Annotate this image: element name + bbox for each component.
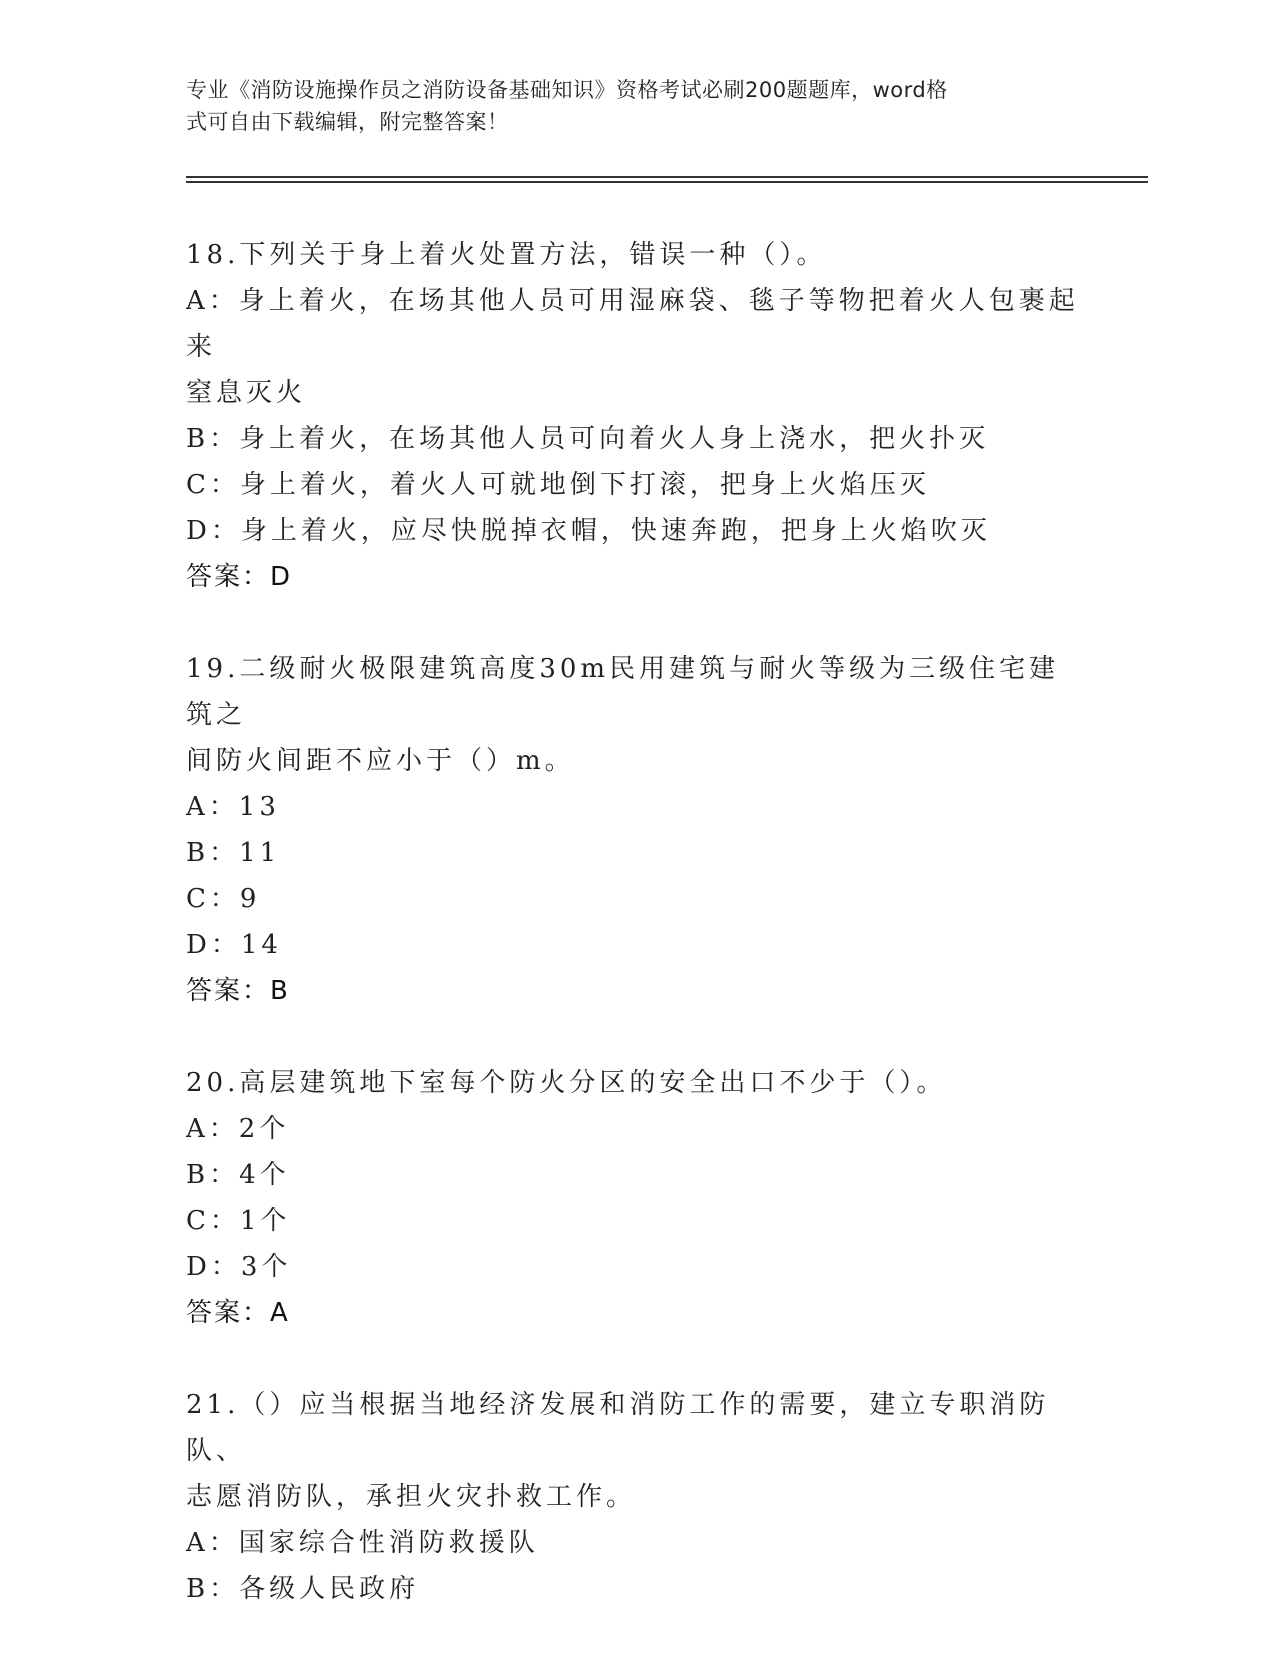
option-b: B：4个	[186, 1160, 290, 1190]
header-divider-top	[186, 176, 1148, 178]
option-d: D：身上着火，应尽快脱掉衣帽，快速奔跑，把身上火焰吹灭	[186, 516, 991, 546]
header-line-2: 式可自由下载编辑，附完整答案！	[186, 110, 509, 134]
question-block	[186, 232, 1086, 600]
option-b: B：11	[186, 838, 281, 868]
option-a: A：2个	[186, 1114, 290, 1144]
question-text: 21.（）应当根据当地经济发展和消防工作的需要，建立专职消防队、	[186, 1390, 1050, 1466]
question-text: 间防火间距不应小于（）m。	[186, 746, 575, 776]
option-c: C：身上着火，着火人可就地倒下打滚，把身上火焰压灭	[186, 470, 930, 500]
question-block	[186, 1060, 1086, 1336]
option-a: A：13	[186, 792, 280, 822]
option-a: 窒息灭火	[186, 378, 307, 408]
option-c: C：9	[186, 884, 261, 914]
header-divider-bottom	[186, 181, 1148, 183]
option-d: D：3个	[186, 1252, 292, 1282]
option-b: B：各级人民政府	[186, 1574, 420, 1604]
answer-text: 答案：B	[186, 976, 290, 1006]
option-a: A：身上着火，在场其他人员可用湿麻袋、毯子等物把着火人包裹起来	[186, 286, 1079, 362]
answer-text: 答案：A	[186, 1298, 290, 1328]
question-text: 志愿消防队，承担火灾扑救工作。	[186, 1482, 637, 1512]
question-text: 20.高层建筑地下室每个防火分区的安全出口不少于（）。	[186, 1068, 947, 1098]
option-b: B：身上着火，在场其他人员可向着火人身上浇水，把火扑灭	[186, 424, 990, 454]
option-d: D：14	[186, 930, 282, 960]
question-block	[186, 1382, 1086, 1612]
answer-text: 答案：D	[186, 562, 293, 592]
document-header	[186, 74, 1066, 138]
question-text: 18.下列关于身上着火处置方法，错误一种（）。	[186, 240, 827, 270]
option-a: A：国家综合性消防救援队	[186, 1528, 539, 1558]
header-line-1: 专业《消防设施操作员之消防设备基础知识》资格考试必刷200题题库，word格	[186, 78, 948, 102]
option-c: C：1个	[186, 1206, 291, 1236]
question-list	[186, 232, 1086, 1658]
question-text: 19.二级耐火极限建筑高度30m民用建筑与耐火等级为三级住宅建筑之	[186, 654, 1060, 730]
question-block	[186, 646, 1086, 1014]
